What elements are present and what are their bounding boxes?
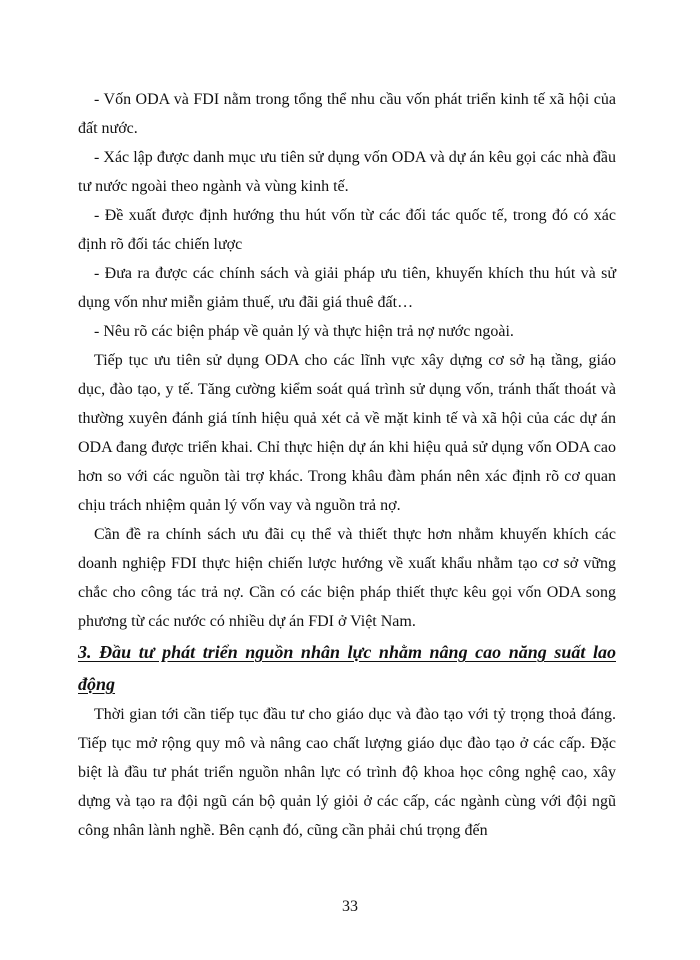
- bullet-paragraph: - Vốn ODA và FDI nằm trong tổng thể nhu cầu vốn phát triển kinh tế xã hội của đất nước.: [78, 91, 616, 137]
- bullet-paragraph: - Đề xuất được định hướng thu hút vốn từ các đối tác quốc tế, trong đó có xác định rõ đối tác chiến lược: [78, 207, 616, 253]
- bullet-paragraph: - Đưa ra được các chính sách và giải pháp ưu tiên, khuyến khích thu hút và sử dụng vốn như miễn giảm thuế, ưu đãi giá thuê đất…: [78, 265, 616, 311]
- body-text: [78, 85, 616, 845]
- bullet-paragraph: - Xác lập được danh mục ưu tiên sử dụng vốn ODA và dự án kêu gọi các nhà đầu tư nước ngoài theo ngành và vùng kinh tế.: [78, 149, 616, 195]
- page-number: 33: [342, 898, 358, 915]
- body-paragraph: Tiếp tục ưu tiên sử dụng ODA cho các lĩnh vực xây dựng cơ sở hạ tầng, giáo dục, đào tạo, y tế. Tăng cường kiểm soát quá trình sử dụng vốn, tránh thất thoát và thường xuyên đánh giá tính hiệu quả xét cả về mặt kinh tế và xã hội của các dự án ODA đang được triển khai. Chỉ thực hiện dự án khi hiệu quả sử dụng vốn ODA cao hơn so với các nguồn tài trợ khác. Trong khâu đàm phán nên xác định rõ cơ quan chịu trách nhiệm quản lý vốn vay và nguồn trả nợ.: [78, 352, 616, 514]
- bullet-paragraph: - Nêu rõ các biện pháp về quản lý và thực hiện trả nợ nước ngoài.: [94, 323, 514, 340]
- body-paragraph: Cần đề ra chính sách ưu đãi cụ thể và thiết thực hơn nhằm khuyến khích các doanh nghiệp FDI thực hiện chiến lược hướng về xuất khẩu nhằm tạo cơ sở vững chắc cho công tác trả nợ. Cần có các biện pháp thiết thực kêu gọi vốn ODA song phương từ các nước có nhiều dự án FDI ở Việt Nam.: [78, 526, 616, 630]
- body-paragraph: Thời gian tới cần tiếp tục đầu tư cho giáo dục và đào tạo với tỷ trọng thoả đáng. Tiếp tục mở rộng quy mô và nâng cao chất lượng giáo dục đào tạo ở các cấp. Đặc biệt là đầu tư phát triển nguồn nhân lực có trình độ khoa học công nghệ cao, xây dựng và tạo ra đội ngũ cán bộ quản lý giỏi ở các cấp, các ngành cùng với đội ngũ công nhân lành nghề. Bên cạnh đó, cũng cần phải chú trọng đến: [78, 706, 616, 839]
- section-heading: 3. Đầu tư phát triển nguồn nhân lực nhằm nâng cao năng suất lao động: [78, 642, 616, 694]
